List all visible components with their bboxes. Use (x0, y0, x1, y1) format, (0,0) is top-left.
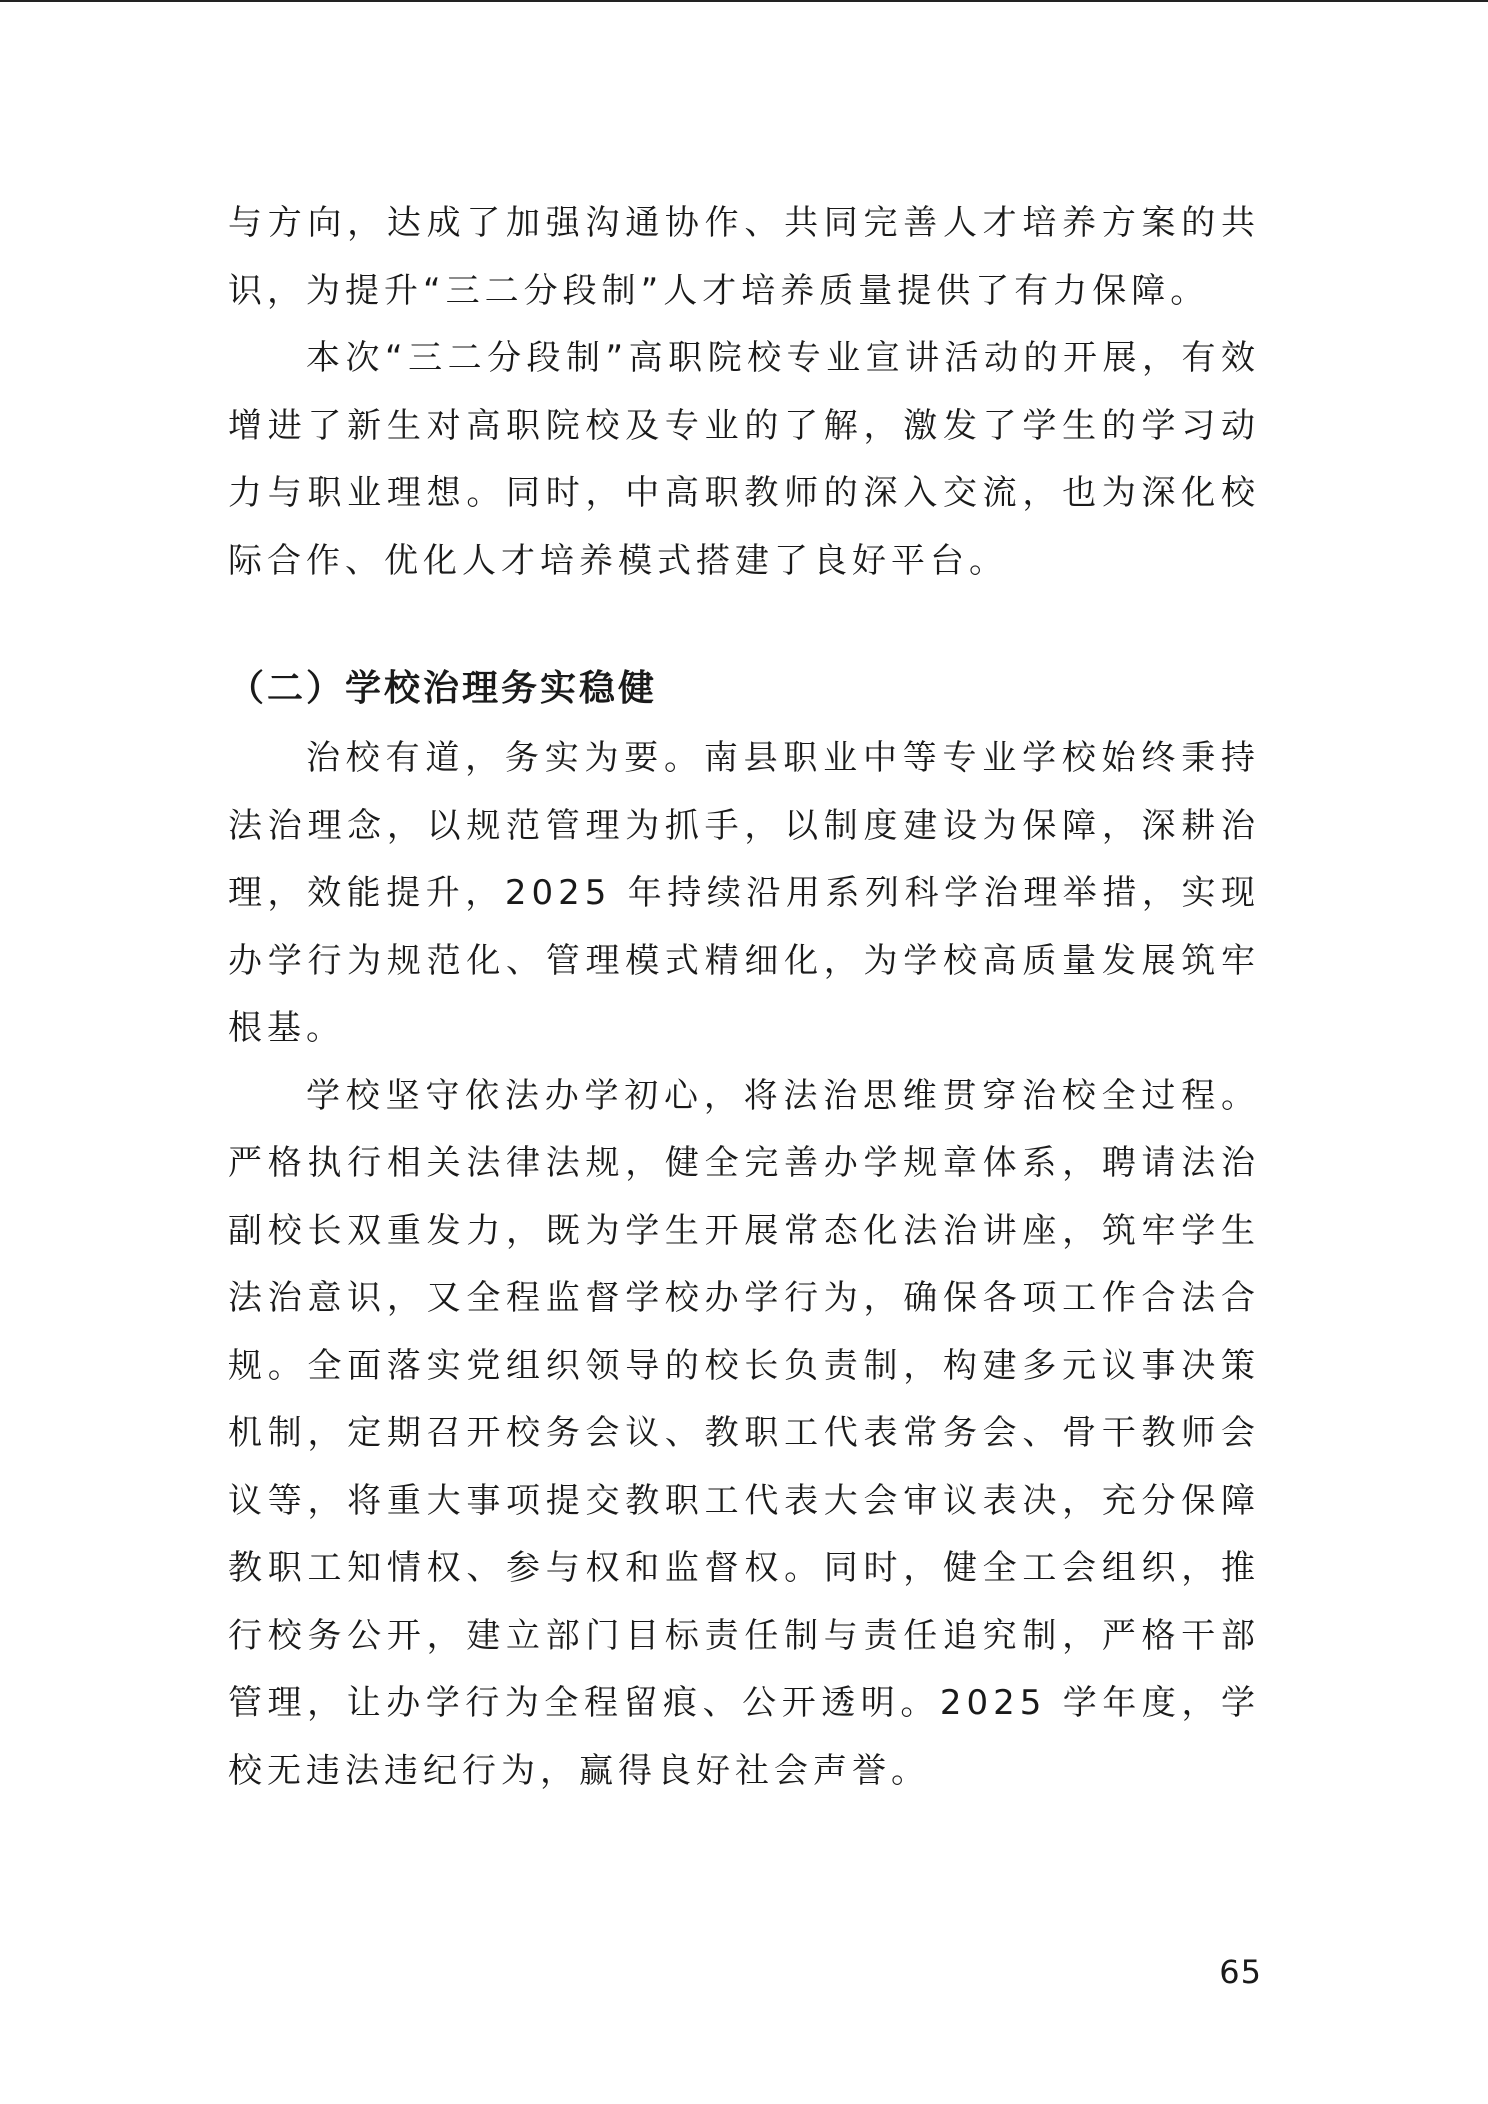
page-top-border (0, 0, 1488, 2)
paragraph-rule-of-law: 学校坚守依法办学初心，将法治思维贯穿治校全过程。严格执行相关法律法规，健全完善办学规章体系，聘请法治副校长双重发力，既为学生开展常态化法治讲座，筑牢学生法治意识，又全程监督学校办学行为，确保各项工作合法合规。全面落实党组织领导的校长负责制，构建多元议事决策机制，定期召开校务会议、教职工代表常务会、骨干教师会议等，将重大事项提交教职工代表大会审议表决，充分保障教职工知情权、参与权和监督权。同时，健全工会组织，推行校务公开，建立部门目标责任制与责任追究制，严格干部管理，让办学行为全程留痕、公开透明。2025 学年度，学校无违法违纪行为，赢得良好社会声誉。 (228, 1075, 1260, 1791)
paragraph-continuation: 与方向，达成了加强沟通协作、共同完善人才培养方案的共识，为提升“三二分段制”人才培养质量提供了有力保障。 (228, 203, 1260, 311)
document-body (228, 190, 1260, 1805)
section-heading: （二）学校治理务实稳健 (228, 668, 658, 709)
paragraph-governance-intro: 治校有道，务实为要。南县职业中等专业学校始终秉持法治理念，以规范管理为抓手，以制度建设为保障，深耕治理，效能提升，2025 年持续沿用系列科学治理举措，实现办学行为规范化、管理模式精细化，为学校高质量发展筑牢根基。 (228, 738, 1260, 1048)
paragraph-activity-summary: 本次“三二分段制”高职院校专业宣讲活动的开展，有效增进了新生对高职院校及专业的了解，激发了学生的学习动力与职业理想。同时，中高职教师的深入交流，也为深化校际合作、优化人才培养模式搭建了良好平台。 (228, 338, 1260, 581)
page-number: 65 (1219, 1953, 1262, 1991)
